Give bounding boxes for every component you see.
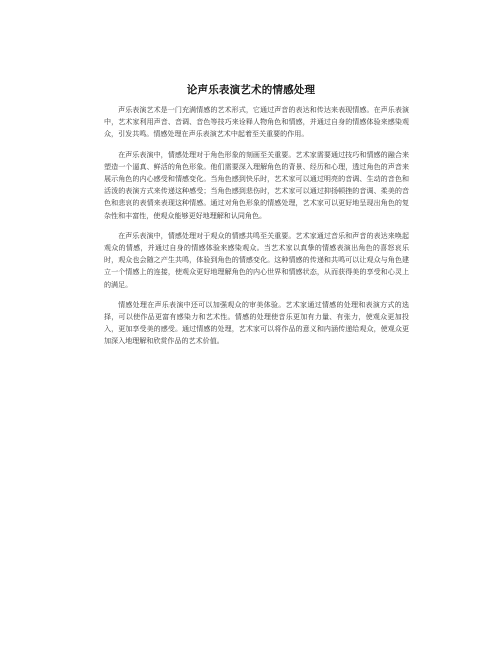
paragraph-1: 声乐表演艺术是一门充满情感的艺术形式，它通过声音的表达和传达来表现情感。在声乐表演中，艺术家利用声音、音调、音色等技巧来诠释人物角色和情感，并通过自身的情感体验来感染观众，引发共鸣。情感处理在声乐表演艺术中起着至关重要的作用。 <box>104 105 409 139</box>
document-body <box>104 104 409 356</box>
paragraph-2: 在声乐表演中，情感处理对于角色形象的刻画至关重要。艺术家需要通过技巧和情感的融合来塑造一个逼真、鲜活的角色形象。他们需要深入理解角色的背景、经历和心理，透过角色的声音来展示角色的内心感受和情感变化。当角色感到快乐时，艺术家可以通过明亮的音调、生动的音色和活泼的表演方式来传递这种感受；当角色感到悲伤时，艺术家可以通过抑扬顿挫的音调、柔美的音色和悲哀的表情来表现这种情感。通过对角色形象的情感处理，艺术家可以更好地呈现出角色的复杂性和丰富性，使观众能够更好地理解和认同角色。 <box>104 149 409 220</box>
paragraph-4: 情感处理在声乐表演中还可以加强观众的审美体验。艺术家通过情感的处理和表演方式的选择，可以使作品更富有感染力和艺术性。情感的处理使音乐更加有力量、有张力，使观众更加投入，更加享受美的感受。通过情感的处理，艺术家可以将作品的意义和内涵传递给观众，使观众更加深入地理解和欣赏作品的艺术价值。 <box>104 299 409 346</box>
paragraph-3: 在声乐表演中，情感处理对于观众的情感共鸣至关重要。艺术家通过音乐和声音的表达来唤起观众的情感，并通过自身的情感体验来感染观众。当艺术家以真挚的情感表演出角色的喜怒哀乐时，观众也会随之产生共鸣，体验到角色的情感变化。这种情感的传递和共鸣可以让观众与角色建立一个情感上的连接，使观众更好地理解角色的内心世界和情感状态，从而获得美的享受和心灵上的满足。 <box>104 230 409 289</box>
document-title: 论声乐表演艺术的情感处理 <box>186 84 316 96</box>
